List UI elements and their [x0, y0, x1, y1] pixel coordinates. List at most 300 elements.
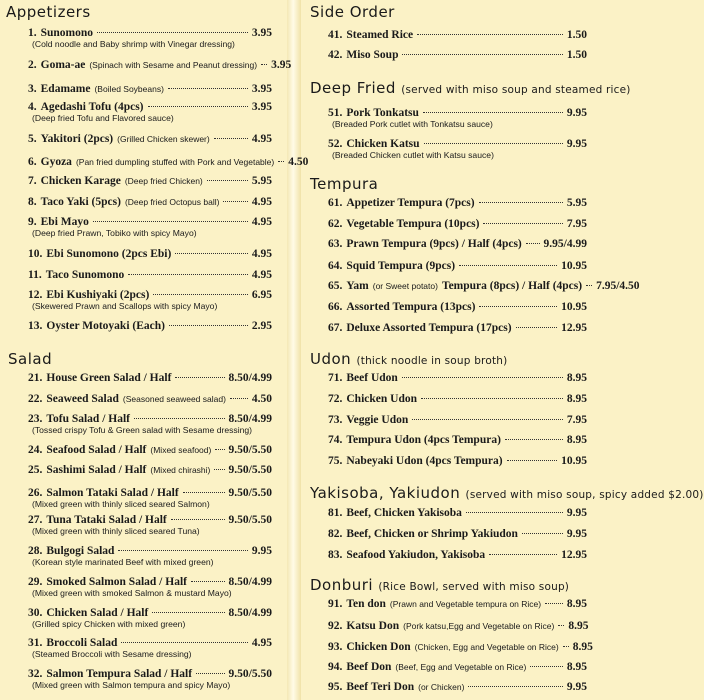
section-title-text: Deep Fried	[310, 79, 396, 97]
item-price: 8.95	[566, 661, 587, 673]
item-number: 6.	[28, 156, 37, 168]
item-name: Beef, Chicken Yakisoba	[346, 507, 462, 519]
menu-item	[0, 637, 284, 659]
menu-item	[0, 393, 284, 405]
item-note: (Mixed seafood)	[150, 445, 212, 455]
item-number: 71.	[328, 372, 343, 384]
menu-item	[0, 487, 284, 509]
item-name: Broccoli Salad	[46, 637, 118, 649]
item-number: 67.	[328, 322, 343, 334]
section-title-text: Tempura	[310, 175, 379, 193]
item-note: (Pan fried dumpling stuffed with Pork and Vegetable)	[75, 157, 275, 167]
dotted-leader	[466, 512, 563, 513]
item-number: 12.	[28, 289, 43, 301]
dotted-leader	[459, 265, 557, 266]
dotted-leader	[468, 686, 562, 687]
menu-item	[302, 197, 601, 209]
dotted-leader	[215, 449, 224, 450]
item-name: Beef, Chicken or Shrimp Yakiudon	[346, 528, 518, 540]
menu-item-line	[28, 444, 272, 456]
menu-item-line	[328, 434, 587, 446]
dotted-leader	[175, 253, 248, 254]
dotted-leader	[196, 673, 224, 674]
menu-item	[0, 464, 284, 476]
section-title-text: Side Order	[310, 3, 395, 21]
item-price: 10.95	[561, 260, 587, 272]
menu-item-line	[328, 528, 587, 540]
dotted-leader	[152, 612, 224, 613]
item-note: (or Chicken)	[418, 682, 465, 692]
dotted-leader	[421, 398, 563, 399]
dotted-leader	[558, 625, 564, 626]
item-description: (Deep fried Prawn, Tobiko with spicy Mayo)	[32, 228, 197, 238]
item-note: (Chicken, Egg and Vegetable on Rice)	[414, 642, 559, 652]
item-price: 9.95/4.99	[543, 238, 587, 250]
menu-item-line	[28, 393, 272, 405]
item-number: 92.	[328, 620, 343, 632]
dotted-leader	[526, 243, 540, 244]
item-price: 1.50	[566, 49, 587, 61]
item-price: 4.95	[251, 248, 272, 260]
item-name: Ten don	[346, 598, 386, 610]
item-price: 4.95	[251, 216, 272, 228]
item-name: Chicken Don	[346, 641, 411, 653]
item-description: (Grilled spicy Chicken with mixed green)	[32, 619, 186, 629]
menu-item	[0, 545, 284, 567]
item-name: Beef Teri Don	[346, 681, 415, 693]
item-name: Chicken Salad / Half	[46, 607, 149, 619]
item-number: 75.	[328, 455, 343, 467]
item-price: 2.95	[251, 320, 272, 332]
menu-item-line	[328, 641, 593, 653]
item-price: 12.95	[561, 549, 587, 561]
menu-item	[302, 107, 601, 129]
item-name: Tuna Tataki Salad / Half	[46, 514, 167, 526]
dotted-leader	[214, 469, 224, 470]
dotted-leader	[586, 285, 592, 286]
item-price: 3.95	[251, 27, 272, 39]
item-price: 7.95/4.50	[596, 280, 640, 292]
item-price: 3.95	[251, 83, 272, 95]
item-price: 5.95	[251, 175, 272, 187]
item-name: Nabeyaki Udon (4pcs Tempura)	[346, 455, 503, 467]
item-price: 8.50/4.99	[228, 372, 272, 384]
item-name: Ebi Sunomono (2pcs Ebi)	[46, 248, 172, 260]
menu-item	[302, 641, 601, 653]
right-column	[302, 0, 704, 700]
section-title-text: Yakisoba, Yakiudon	[310, 484, 461, 502]
dotted-leader	[423, 112, 563, 113]
dotted-leader	[412, 419, 563, 420]
section-title-salad	[8, 350, 52, 368]
item-number: 73.	[328, 414, 343, 426]
item-price: 3.95	[271, 59, 292, 71]
menu-item	[302, 620, 601, 632]
item-name: Chicken Udon	[346, 393, 417, 405]
item-name: Seaweed Salad	[46, 393, 119, 405]
item-number: 25.	[28, 464, 43, 476]
item-name: Pork Tonkatsu	[346, 107, 419, 119]
dotted-leader	[479, 306, 557, 307]
dotted-leader	[207, 180, 248, 181]
menu-item	[302, 681, 601, 693]
menu-item	[0, 668, 284, 690]
page-fold	[287, 0, 301, 700]
dotted-leader	[522, 533, 563, 534]
menu-item	[0, 196, 284, 208]
dotted-leader	[505, 439, 563, 440]
menu-item	[302, 218, 601, 230]
item-number: 91.	[328, 598, 343, 610]
item-price: 9.95	[566, 528, 587, 540]
menu-item-line	[328, 280, 640, 292]
item-name: House Green Salad / Half	[46, 372, 172, 384]
menu-item-line	[328, 620, 587, 632]
menu-item-line	[28, 248, 272, 260]
menu-item	[302, 238, 601, 250]
menu-item	[302, 372, 601, 384]
dotted-leader	[479, 202, 563, 203]
item-price: 8.95	[566, 372, 587, 384]
item-name: Beef Don	[346, 661, 392, 673]
item-name: Prawn Tempura (9pcs) / Half (4pcs)	[346, 238, 522, 250]
item-price: 10.95	[561, 455, 587, 467]
item-number: 63.	[328, 238, 343, 250]
section-title-text: Appetizers	[6, 3, 91, 21]
item-price: 9.50/5.50	[228, 514, 272, 526]
item-number: 22.	[28, 393, 43, 405]
item-price: 9.50/5.50	[228, 464, 272, 476]
section-title-yakisoba	[310, 484, 704, 502]
dotted-leader	[97, 32, 248, 33]
menu-item-line	[28, 269, 272, 281]
item-number: 24.	[28, 444, 43, 456]
section-subtitle: (Rice Bowl, served with miso soup)	[378, 581, 570, 593]
dotted-leader	[134, 418, 225, 419]
menu-item	[302, 598, 601, 610]
menu-item-line	[28, 216, 272, 228]
item-number: 32.	[28, 668, 43, 680]
dotted-leader	[168, 88, 248, 89]
item-name: Ebi Kushiyaki (2pcs)	[46, 289, 150, 301]
dotted-leader	[507, 460, 558, 461]
item-number: 82.	[328, 528, 343, 540]
item-name: Salmon Tempura Salad / Half	[46, 668, 193, 680]
item-price: 8.95	[568, 620, 589, 632]
menu-item	[0, 83, 284, 95]
menu-item-line	[28, 607, 272, 619]
dotted-leader	[118, 550, 247, 551]
item-number: 13.	[28, 320, 43, 332]
item-number: 21.	[28, 372, 43, 384]
item-number: 83.	[328, 549, 343, 561]
item-price: 9.95	[566, 507, 587, 519]
section-subtitle: (served with miso soup, spicy added $2.00)	[465, 489, 704, 501]
item-number: 64.	[328, 260, 343, 272]
item-name: Taco Sunomono	[45, 269, 125, 281]
menu-item-line	[328, 393, 587, 405]
menu-item	[0, 216, 284, 238]
dotted-leader	[563, 646, 569, 647]
menu-item-line	[28, 156, 309, 168]
item-name: Assorted Tempura (13pcs)	[346, 301, 476, 313]
menu-item	[302, 49, 601, 61]
item-name: Beef Udon	[346, 372, 398, 384]
dotted-leader	[402, 377, 563, 378]
item-name: Edamame	[40, 83, 91, 95]
menu-item	[0, 607, 284, 629]
item-name: Agedashi Tofu (4pcs)	[40, 101, 144, 113]
item-name: Gyoza	[40, 156, 72, 168]
menu-item-line	[328, 414, 587, 426]
item-description: (Mixed green with thinly sliced seared Salmon)	[32, 499, 210, 509]
item-price: 8.50/4.99	[228, 576, 272, 588]
menu-item	[0, 27, 284, 49]
item-number: 5.	[28, 133, 37, 145]
item-number: 52.	[328, 138, 343, 150]
item-number: 3.	[28, 83, 37, 95]
dotted-leader	[148, 106, 248, 107]
menu-item-line	[28, 372, 272, 384]
item-price: 7.95	[566, 414, 587, 426]
menu-item-line	[28, 576, 272, 588]
menu-item	[302, 280, 640, 292]
item-number: 7.	[28, 175, 37, 187]
left-column	[0, 0, 309, 700]
item-number: 28.	[28, 545, 43, 557]
menu-item	[0, 269, 284, 281]
dotted-leader	[223, 201, 247, 202]
item-price: 4.95	[251, 637, 272, 649]
item-name: Tempura Udon (4pcs Tempura)	[346, 434, 501, 446]
menu-item-line	[328, 138, 587, 150]
menu-item-line	[28, 514, 272, 526]
menu-item-line	[328, 260, 587, 272]
item-description: (Breaded Pork cutlet with Tonkatsu sauce)	[332, 119, 493, 129]
item-name: Deluxe Assorted Tempura (17pcs)	[346, 322, 512, 334]
item-number: 66.	[328, 301, 343, 313]
section-title-tempura	[310, 175, 378, 193]
item-price: 8.95	[566, 393, 587, 405]
menu-item-line	[28, 487, 272, 499]
item-description: (Mixed green with Salmon tempura and spicy Mayo)	[32, 680, 231, 690]
item-note: (Boiled Soybeans)	[94, 84, 164, 94]
item-price: 9.95	[566, 107, 587, 119]
menu-item-line	[328, 507, 587, 519]
menu-item	[0, 133, 284, 145]
item-price: 4.50	[288, 156, 309, 168]
menu-item-line	[28, 637, 272, 649]
item-number: 8.	[28, 196, 37, 208]
menu-item-line	[28, 196, 272, 208]
menu-item-line	[328, 372, 587, 384]
item-number: 94.	[328, 661, 343, 673]
section-title-donburi	[310, 576, 569, 594]
menu-item-line	[328, 598, 587, 610]
item-name: Miso Soup	[346, 49, 399, 61]
item-number: 51.	[328, 107, 343, 119]
menu-item-line	[328, 49, 587, 61]
dotted-leader	[261, 64, 267, 65]
item-number: 62.	[328, 218, 343, 230]
item-price: 9.95	[566, 138, 587, 150]
item-price: 4.95	[251, 269, 272, 281]
dotted-leader	[191, 581, 225, 582]
dotted-leader	[171, 519, 225, 520]
dotted-leader	[278, 161, 284, 162]
menu-item-line	[328, 681, 587, 693]
item-number: 9.	[28, 216, 37, 228]
item-price: 7.95	[566, 218, 587, 230]
item-name-cont: Tempura (8pcs) / Half (4pcs)	[441, 280, 583, 292]
menu-item	[0, 156, 309, 168]
menu-item-line	[328, 549, 587, 561]
item-name: Chicken Karage	[40, 175, 121, 187]
menu-item	[0, 413, 284, 435]
item-number: 93.	[328, 641, 343, 653]
item-name: Veggie Udon	[346, 414, 409, 426]
item-note: (Prawn and Vegetable tempura on Rice)	[389, 599, 542, 609]
item-price: 9.95	[251, 545, 272, 557]
dotted-leader	[153, 294, 248, 295]
menu-item-line	[28, 59, 292, 71]
item-name: Taco Yaki (5pcs)	[40, 196, 121, 208]
menu-item	[302, 414, 601, 426]
item-number: 23.	[28, 413, 43, 425]
item-name: Sashimi Salad / Half	[46, 464, 147, 476]
menu-item	[0, 444, 284, 456]
dotted-leader	[489, 554, 557, 555]
dotted-leader	[402, 54, 562, 55]
item-note: (Deep fried Octopus ball)	[124, 197, 220, 207]
menu-item	[0, 175, 284, 187]
menu-item-line	[28, 27, 272, 39]
menu-item-line	[328, 661, 587, 673]
menu-item	[302, 434, 601, 446]
section-title-appetizers	[6, 3, 91, 21]
item-price: 8.50/4.99	[228, 413, 272, 425]
item-name: Bulgogi Salad	[46, 545, 115, 557]
item-price: 1.50	[566, 29, 587, 41]
item-name: Vegetable Tempura (10pcs)	[346, 218, 480, 230]
item-number: 4.	[28, 101, 37, 113]
item-number: 41.	[328, 29, 343, 41]
menu-item	[302, 322, 601, 334]
item-name: Steamed Rice	[346, 29, 414, 41]
section-title-side-order	[310, 3, 395, 21]
item-price: 9.95	[566, 681, 587, 693]
menu-item-line	[28, 464, 272, 476]
item-number: 11.	[28, 269, 42, 281]
item-description: (Mixed green with smoked Salmon & mustard Mayo)	[32, 588, 232, 598]
menu-item-line	[28, 133, 272, 145]
item-description: (Deep fried Tofu and Flavored sauce)	[32, 113, 174, 123]
menu-item	[302, 549, 601, 561]
item-number: 2.	[28, 59, 37, 71]
section-title-text: Donburi	[310, 576, 374, 594]
menu-item	[302, 29, 601, 41]
dotted-leader	[128, 274, 248, 275]
menu-item	[0, 101, 284, 123]
item-note: (Mixed chirashi)	[150, 465, 211, 475]
item-number: 65.	[328, 280, 343, 292]
item-description: (Skewered Prawn and Scallops with spicy Mayo)	[32, 301, 218, 311]
item-name: Katsu Don	[346, 620, 400, 632]
dotted-leader	[516, 327, 558, 328]
item-name: Chicken Katsu	[346, 138, 420, 150]
item-name: Salmon Tataki Salad / Half	[46, 487, 179, 499]
item-price: 9.50/5.50	[228, 444, 272, 456]
item-name: Sunomono	[40, 27, 94, 39]
item-number: 10.	[28, 248, 43, 260]
item-note: (Grilled Chicken skewer)	[117, 134, 210, 144]
item-description: (Steamed Broccoli with Sesame dressing)	[32, 649, 192, 659]
menu-item	[0, 289, 284, 311]
item-price: 9.50/5.50	[228, 487, 272, 499]
item-number: 42.	[328, 49, 343, 61]
item-number: 95.	[328, 681, 343, 693]
item-price: 3.95	[251, 101, 272, 113]
menu-item	[302, 393, 601, 405]
item-name: Seafood Salad / Half	[46, 444, 147, 456]
menu-item	[0, 514, 284, 536]
menu-item-line	[328, 455, 587, 467]
section-title-udon	[310, 350, 507, 368]
menu-item	[302, 260, 601, 272]
item-number: 61.	[328, 197, 343, 209]
menu-item-line	[328, 218, 587, 230]
item-note: (Pork katsu,Egg and Vegetable on Rice)	[403, 621, 555, 631]
menu-item-line	[28, 289, 272, 301]
menu-item	[302, 138, 601, 160]
item-name: Squid Tempura (9pcs)	[346, 260, 456, 272]
item-name: Appetizer Tempura (7pcs)	[346, 197, 475, 209]
section-title-text: Salad	[8, 350, 53, 368]
section-title-deep-fried	[310, 79, 631, 97]
dotted-leader	[214, 138, 248, 139]
item-name: Oyster Motoyaki (Each)	[46, 320, 165, 332]
menu-item-line	[328, 322, 587, 334]
menu-item-line	[28, 545, 272, 557]
section-title-text: Udon	[310, 350, 352, 368]
item-number: 31.	[28, 637, 43, 649]
item-price: 12.95	[561, 322, 587, 334]
dotted-leader	[230, 398, 248, 399]
item-price: 6.95	[251, 289, 272, 301]
item-description: (Tossed crispy Tofu & Green salad with Sesame dressing)	[32, 425, 253, 435]
item-number: 26.	[28, 487, 43, 499]
item-description: (Cold noodle and Baby shrimp with Vinegar dressing)	[32, 39, 235, 49]
menu-item	[0, 59, 292, 71]
item-price: 9.50/5.50	[228, 668, 272, 680]
item-number: 81.	[328, 507, 343, 519]
item-number: 1.	[28, 27, 37, 39]
dotted-leader	[175, 377, 224, 378]
item-price: 10.95	[561, 301, 587, 313]
item-price: 8.95	[566, 598, 587, 610]
menu-item-line	[28, 83, 272, 95]
dotted-leader	[93, 221, 248, 222]
menu-item-line	[328, 238, 587, 250]
item-price: 4.95	[251, 133, 272, 145]
item-price: 8.50/4.99	[228, 607, 272, 619]
item-description: (Korean style marinated Beef with mixed green)	[32, 557, 214, 567]
dotted-leader	[417, 34, 563, 35]
menu-item	[0, 372, 284, 384]
item-number: 74.	[328, 434, 343, 446]
menu-item-line	[328, 301, 587, 313]
item-name: Yakitori (2pcs)	[40, 133, 114, 145]
